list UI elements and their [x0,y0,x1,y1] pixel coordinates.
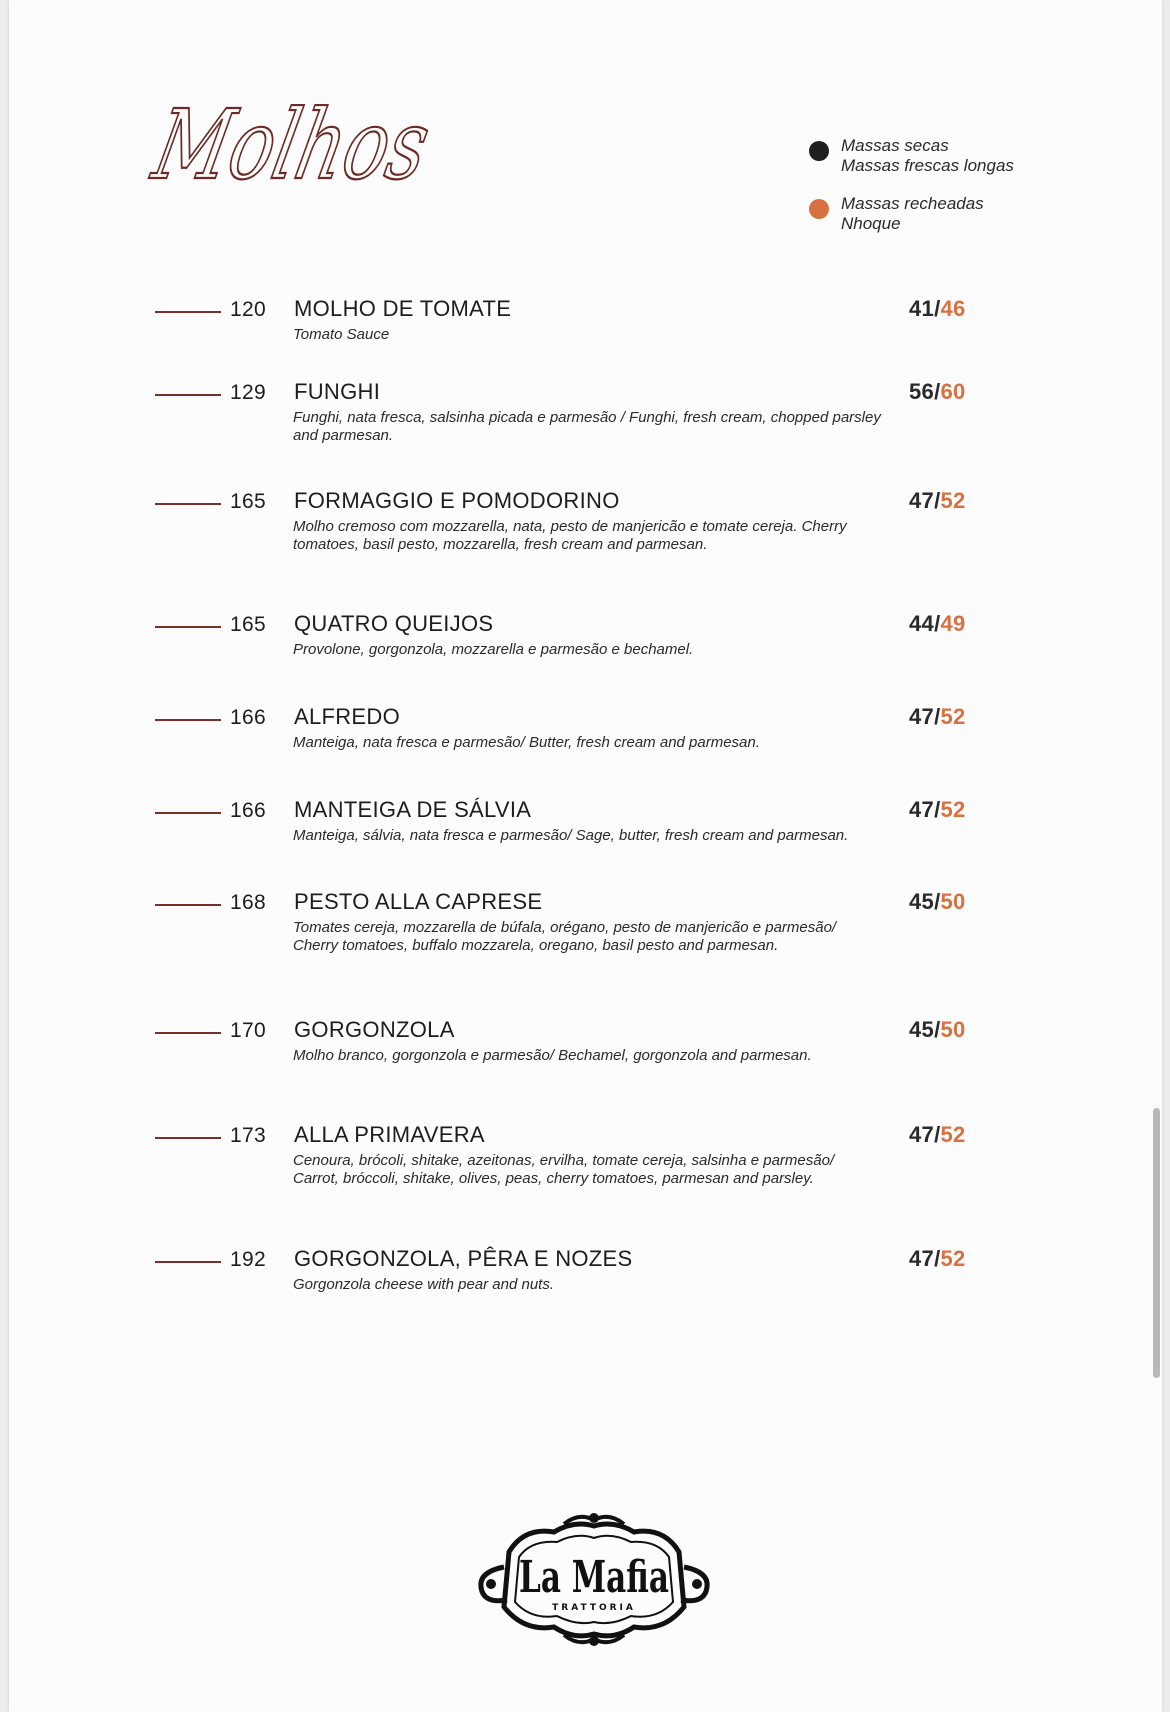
item-name: FORMAGGIO E POMODORINO [294,488,620,513]
price-primary: 45/ [909,889,941,914]
item-divider-line [155,394,221,396]
dark-dot-icon [809,141,829,161]
item-name: GORGONZOLA [294,1017,455,1042]
page-title-text: Molhos [144,88,525,201]
logo-name: La Mafia [519,1552,669,1603]
item-description: Tomates cereja, mozzarella de búfala, orégano, pesto de manjericão e parmesão/ Cherry tomatoes, buffalo mozzarela, oregano, basil pesto and parmesan. [293,919,837,954]
menu-page [9,0,1162,1712]
item-price [909,889,966,915]
price-secondary: 46 [940,296,966,321]
logo-sub: TRATTORIA [552,1603,636,1613]
item-divider-line [155,719,221,721]
item-divider-line [155,626,221,628]
item-price [909,611,966,637]
item-price [909,1122,966,1148]
item-description: Provolone, gorgonzola, mozzarella e parmesão e bechamel. [293,641,694,658]
item-divider-line [155,311,221,313]
item-code: 192 [230,1248,266,1271]
price-primary: 47/ [909,1246,941,1271]
item-description: Molho branco, gorgonzola e parmesão/ Bechamel, gorgonzola and parmesan. [293,1047,812,1064]
item-code: 165 [230,613,266,636]
price-primary: 47/ [909,704,941,729]
item-code: 120 [230,298,266,321]
item-code: 166 [230,799,266,822]
item-description: Manteiga, sálvia, nata fresca e parmesão/ Sage, butter, fresh cream and parmesan. [293,827,849,844]
price-secondary: 60 [940,379,966,404]
item-price [909,1017,966,1043]
la-mafia-logo [469,1512,719,1647]
price-secondary: 52 [940,1122,966,1147]
price-primary: 44/ [909,611,941,636]
item-price [909,379,966,405]
item-price [909,704,966,730]
item-divider-line [155,812,221,814]
item-price [909,488,966,514]
item-description: Tomato Sauce [293,326,390,343]
item-divider-line [155,503,221,505]
item-name: PESTO ALLA CAPRESE [294,889,543,914]
item-code: 129 [230,381,266,404]
item-name: FUNGHI [294,379,381,404]
price-secondary: 49 [940,611,966,636]
item-price [909,296,966,322]
price-primary: 45/ [909,1017,941,1042]
price-primary: 47/ [909,1122,941,1147]
item-code: 165 [230,490,266,513]
price-primary: 47/ [909,488,941,513]
page-title [144,78,525,208]
item-price [909,1246,966,1272]
item-code: 173 [230,1124,266,1147]
item-description: Molho cremoso com mozzarella, nata, pesto de manjericão e tomate cereja. Cherry tomatoes, basil pesto, mozzarella, fresh cream and parmesan. [293,518,847,553]
price-secondary: 50 [940,889,966,914]
item-divider-line [155,1261,221,1263]
orange-dot-icon [809,199,829,219]
item-description: Manteiga, nata fresca e parmesão/ Butter, fresh cream and parmesan. [293,734,760,751]
legend-item-orange [809,194,984,234]
price-primary: 56/ [909,379,941,404]
price-secondary: 50 [940,1017,966,1042]
item-divider-line [155,1137,221,1139]
item-divider-line [155,1032,221,1034]
item-name: MOLHO DE TOMATE [294,296,512,321]
price-secondary: 52 [940,488,966,513]
item-name: ALLA PRIMAVERA [294,1122,485,1147]
item-divider-line [155,904,221,906]
legend-line: Nhoque [841,214,901,233]
price-secondary: 52 [940,797,966,822]
item-name: QUATRO QUEIJOS [294,611,494,636]
item-price [909,797,966,823]
item-code: 170 [230,1019,266,1042]
item-code: 166 [230,706,266,729]
legend-line: Massas secas [841,136,949,155]
item-name: ALFREDO [294,704,401,729]
item-description: Funghi, nata fresca, salsinha picada e parmesão / Funghi, fresh cream, chopped parsley and parmesan. [293,409,881,444]
price-primary: 47/ [909,797,941,822]
scrollbar-thumb[interactable] [1153,1108,1160,1378]
item-name: GORGONZOLA, PÊRA E NOZES [294,1246,633,1271]
legend-item-dark [809,136,1014,176]
item-code: 168 [230,891,266,914]
price-secondary: 52 [940,704,966,729]
legend-line: Massas recheadas [841,194,984,213]
item-description: Gorgonzola cheese with pear and nuts. [293,1276,554,1293]
item-description: Cenoura, brócoli, shitake, azeitonas, ervilha, tomate cereja, salsinha e parmesão/ Carrot, bróccoli, shitake, olives, peas, cherry tomatoes, parmesan and parsley. [293,1152,835,1187]
price-primary: 41/ [909,296,941,321]
item-name: MANTEIGA DE SÁLVIA [294,797,532,822]
price-secondary: 52 [940,1246,966,1271]
legend-line: Massas frescas longas [841,156,1014,175]
